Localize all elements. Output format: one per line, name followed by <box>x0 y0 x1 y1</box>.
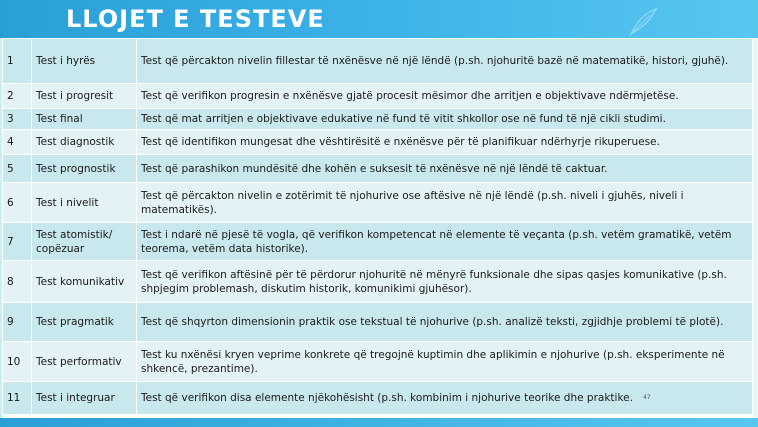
test-description: Test i ndarë në pjesë të vogla, që verifikon kompetencat në elemente të veçanta (p.sh. vetëm gramatikë, vetëm teorema, vetëm data historike). <box>137 223 753 261</box>
table-row <box>3 39 753 84</box>
test-description: Test që parashikon mundësitë dhe kohën e suksesit të nxënësve në një lëndë të caktuar. <box>137 155 753 183</box>
table-row <box>3 303 753 342</box>
row-number: 11 <box>3 382 32 415</box>
row-number: 3 <box>3 109 32 130</box>
table-row <box>3 130 753 155</box>
table-row <box>3 382 753 415</box>
row-number: 5 <box>3 155 32 183</box>
test-name: Test final <box>32 109 137 130</box>
test-description: Test që shqyrton dimensionin praktik ose tekstual të njohurive (p.sh. analizë teksti, zgjidhje problemi të plotë). <box>137 303 753 342</box>
test-name: Test i nivelit <box>32 183 137 223</box>
page-number: 47 <box>642 394 651 401</box>
test-description: Test që verifikon aftësinë për të përdorur njohuritë në mënyrë funksionale dhe sipas qasjes komunikative (p.sh. shpjegim problemash, diskutim historik, komunikimi gjuhësor). <box>137 261 753 303</box>
row-number: 2 <box>3 84 32 109</box>
table-row <box>3 183 753 223</box>
bottom-strip <box>0 418 758 427</box>
table-row <box>3 84 753 109</box>
row-number: 9 <box>3 303 32 342</box>
tests-table <box>2 38 753 415</box>
right-accent <box>753 38 758 423</box>
test-description: Test që përcakton nivelin fillestar të nxënësve në një lëndë (p.sh. njohuritë bazë në matematikë, histori, gjuhë). <box>137 39 753 84</box>
test-name: Test prognostik <box>32 155 137 183</box>
test-description: Test që verifikon progresin e nxënësve gjatë procesit mësimor dhe arritjen e objektivave ndërmjetëse. <box>137 84 753 109</box>
row-number: 4 <box>3 130 32 155</box>
test-name: Test atomistik/ copëzuar <box>32 223 137 261</box>
test-name: Test performativ <box>32 342 137 382</box>
table-row <box>3 223 753 261</box>
test-name: Test pragmatik <box>32 303 137 342</box>
row-number: 6 <box>3 183 32 223</box>
feather-icon <box>628 6 662 36</box>
test-description: Test që identifikon mungesat dhe vështirësitë e nxënësve për të planifikuar ndërhyrje rikuperuese. <box>137 130 753 155</box>
test-name: Test i integruar <box>32 382 137 415</box>
test-description: Test ku nxënësi kryen veprime konkrete që tregojnë kuptimin dhe aplikimin e njohurive (p.sh. eksperimente në shkencë, prezantime). <box>137 342 753 382</box>
table-row <box>3 155 753 183</box>
table-row <box>3 261 753 303</box>
test-description-cell <box>137 382 753 415</box>
table-row <box>3 109 753 130</box>
test-description: Test që verifikon disa elemente njëkohësisht (p.sh. kombinim i njohurive teorike dhe praktike. <box>141 392 633 404</box>
test-name: Test komunikativ <box>32 261 137 303</box>
row-number: 1 <box>3 39 32 84</box>
title-bar <box>0 0 758 38</box>
row-number: 8 <box>3 261 32 303</box>
test-name: Test i progresit <box>32 84 137 109</box>
table-row <box>3 342 753 382</box>
test-description: Test që përcakton nivelin e zotërimit të njohurive ose aftësive në një lëndë (p.sh. niveli i gjuhës, niveli i matematikës). <box>137 183 753 223</box>
test-name: Test i hyrës <box>32 39 137 84</box>
test-description: Test që mat arritjen e objektivave edukative në fund të vitit shkollor ose në fund të një cikli studimi. <box>137 109 753 130</box>
row-number: 7 <box>3 223 32 261</box>
row-number: 10 <box>3 342 32 382</box>
test-name: Test diagnostik <box>32 130 137 155</box>
slide-title: LLOJET E TESTEVE <box>66 5 325 33</box>
